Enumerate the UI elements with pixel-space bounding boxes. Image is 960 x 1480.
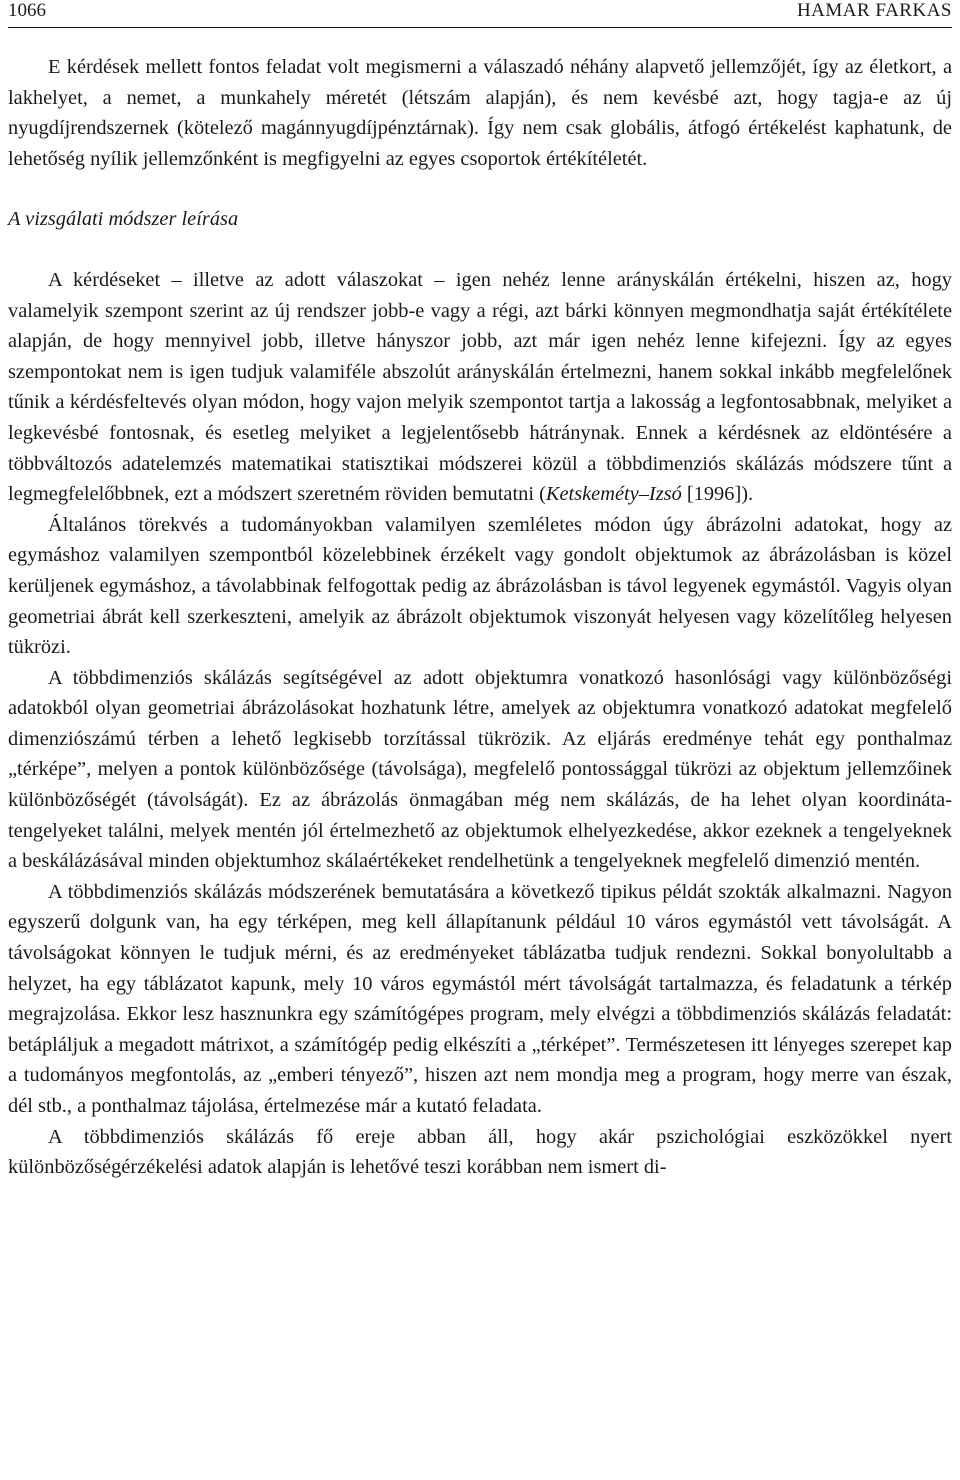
running-header-author: HAMAR FARKAS bbox=[796, 0, 952, 21]
citation-year: [1996]). bbox=[681, 483, 754, 506]
running-header bbox=[8, 0, 952, 22]
paragraph-4: A többdimenziós skálázás segítségével az adott objektumra vonatkozó hasonlósági vagy különbözőségi adatokból olyan geometriai ábrázolásokat hozhatunk létre, amelyek az objektumra vonatkozó adatokat megfelelő dimenziószámú térben a lehető legkisebb torzítással tükrözik. Az eljárás eredménye tehát egy ponthalmaz „térképe”, melyen a pontok különbözősége (távolsága), megfelelő pontossággal tükrözi az objektum jellemzőinek különbözőségét (távolságát). Ez az ábrázolás önmagában még nem skálázás, de ha lehet olyan koordináta-tengelyeket találni, melyek mentén jól értelmezhető az objektumok elhelyezkedése, akkor ezeknek a tengelyeknek a beskálázásával minden objektumhoz skálaértékeket rendelhetünk a tengelyeknek megfelelő dimenzió mentén. bbox=[8, 666, 952, 873]
section-heading: A vizsgálati módszer leírása bbox=[8, 208, 239, 231]
paragraph-2-text: A kérdéseket – illetve az adott válaszokat – igen nehéz lenne arányskálán értékelni, hiszen az, hogy valamelyik szempont szerint az új rendszer jobb-e vagy a régi, azt bárki könnyen megmondhatja saját értékítélete alapján, de hogy mennyivel jobb, illetve hányszor jobb, azt már igen nehéz lenne kifejezni. Így az egyes szempontokat nem is igen tudjuk valamiféle abszolút arányskálán értelmezni, hanem sokkal inkább megfelelőnek tűnik a kérdésfeltevés olyan módon, hogy vajon melyik szempontot tartja a lakosság a legfontosabbnak, melyiket a legkevésbé fontosnak, és esetleg melyiket a legjelentősebb hátránynak. Ennek a kérdésnek az eldöntésére a többváltozós adatelemzés matematikai statisztikai módszerei közül a többdimenziós skálázás módszere tűnt a legmegfelelőbbnek, ezt a módszert szeretném röviden bemutatni ( bbox=[8, 268, 952, 506]
paragraph-1: E kérdések mellett fontos feladat volt megismerni a válaszadó néhány alapvető jellemzőjét, így az életkort, a lakhelyet, a nemet, a munkahely méretét (létszám alapján), és nem kevésbé azt, hogy tagja-e az új nyugdíjrendszernek (kötelező magánnyugdíjpénztárnak). Így nem csak globális, átfogó értékelést kaphatunk, de lehetőség nyílik jellemzőnként is megfigyelni az egyes csoportok értékítéletét. bbox=[8, 56, 952, 170]
paragraph-3: Általános törekvés a tudományokban valamilyen szemléletes módon úgy ábrázolni adatokat, hogy az egymáshoz valamilyen szempontból közelebbinek érzékelt vagy gondolt objektumok az ábrázolásban is közel kerüljenek egymáshoz, a távolabbinak felfogottak pedig az ábrázolásban is távol legyenek egymástól. Vagyis olyan geometriai ábrát kell szerkeszteni, amelyik az ábrázolt objektumok viszonyát helyesen vagy közelítőleg helyesen tükrözi. bbox=[8, 513, 952, 659]
body-text bbox=[8, 52, 952, 1183]
citation-authors: Ketskeméty–Izsó bbox=[545, 483, 682, 506]
paragraph-2 bbox=[8, 265, 952, 510]
paragraph-6: A többdimenziós skálázás fő ereje abban áll, hogy akár pszichológiai eszközökkel nyert különbözőségérzékelési adatok alapján is lehetővé teszi korábban nem ismert di- bbox=[8, 1125, 952, 1179]
paragraph-5: A többdimenziós skálázás módszerének bemutatására a következő tipikus példát szokták alkalmazni. Nagyon egyszerű dolgunk van, ha egy térképen, meg kell állapítanunk például 10 város egymástól vett távolságát. A távolságokat könnyen le tudjuk mérni, és az eredményeket táblázatba tudjuk rendezni. Sokkal bonyolultabb a helyzet, ha egy táblázatot kapunk, mely 10 város egymástól mért távolságát tartalmazza, és feladatunk a térkép megrajzolása. Ekkor lesz hasznunkra egy számítógépes program, mely elvégzi a többdimenziós skálázás feladatát: betápláljuk a megadott mátrixot, a számítógép pedig elkészíti a „térképet”. Természetesen itt lényeges szerepet kap a tudományos megfontolás, az „emberi tényező”, hiszen azt nem mondja meg a program, hogy merre van észak, dél stb., a ponthalmaz tájolása, értelmezése már a kutató feladata. bbox=[8, 880, 952, 1117]
header-rule bbox=[8, 27, 952, 28]
page-number: 1066 bbox=[8, 0, 46, 21]
page bbox=[8, 0, 952, 1183]
